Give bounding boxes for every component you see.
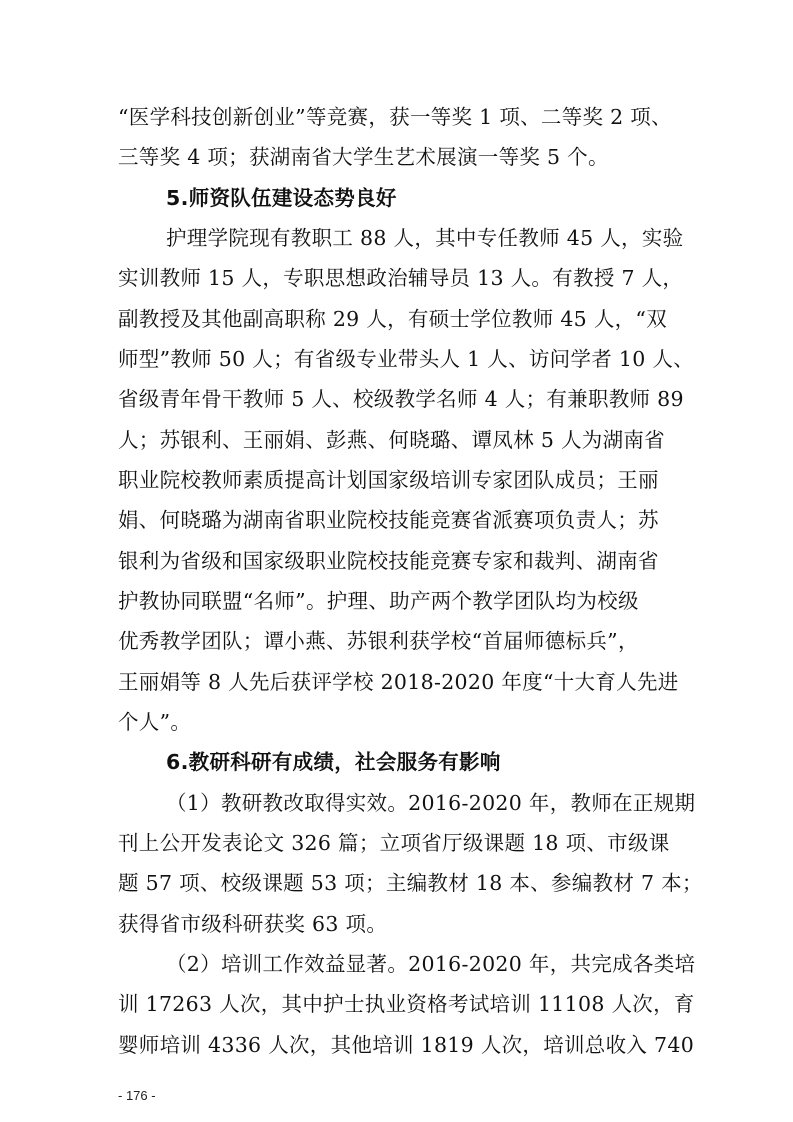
paragraph-line: 三等奖 4 项；获湖南省大学生艺术展演一等奖 5 个。 (118, 145, 609, 169)
page-number: - 176 - (118, 1088, 156, 1103)
paragraph-line: 护理学院现有教职工 88 人，其中专任教师 45 人，实验 (166, 226, 684, 250)
paragraph-line: 刊上公开发表论文 326 篇；立项省厅级课题 18 项、市级课 (118, 831, 670, 855)
paragraph-line: 个人”。 (118, 710, 192, 734)
paragraph-line: 省级青年骨干教师 5 人、校级教学名师 4 人；有兼职教师 89 (118, 387, 684, 411)
paragraph-line: 题 57 项、校级课题 53 项；主编教材 18 本、参编教材 7 本； (118, 871, 703, 895)
paragraph-line: 职业院校教师素质提高计划国家级培训专家团队成员；王丽 (118, 468, 659, 492)
paragraph-line: 婴师培训 4336 人次，其他培训 1819 人次，培训总收入 740 (118, 1033, 695, 1057)
paragraph-line: 人；苏银利、王丽娟、彭燕、何晓璐、谭凤林 5 人为湖南省 (118, 428, 665, 452)
paragraph-line: 娟、何晓璐为湖南省职业院校技能竞赛省派赛项负责人；苏 (118, 508, 659, 532)
paragraph-line: 王丽娟等 8 人先后获评学校 2018-2020 年度“十大育人先进 (118, 670, 679, 694)
paragraph-line: 获得省市级科研获奖 63 项。 (118, 912, 388, 936)
paragraph-line: 护教协同联盟“名师”。护理、助产两个教学团队均为校级 (118, 589, 639, 613)
paragraph-line: （2）培训工作效益显著。2016-2020 年，共完成各类培 (166, 952, 696, 976)
paragraph-line: 师型”教师 50 人；有省级专业带头人 1 人、访问学者 10 人、 (118, 347, 694, 371)
section-heading-6: 6.教研科研有成绩，社会服务有影响 (166, 750, 501, 774)
paragraph-line: 优秀教学团队；谭小燕、苏银利获学校“首届师德标兵”， (118, 629, 639, 653)
paragraph-line: 实训教师 15 人，专职思想政治辅导员 13 人。有教授 7 人， (118, 266, 684, 290)
paragraph-line: 银利为省级和国家级职业院校技能竞赛专家和裁判、湖南省 (118, 549, 659, 573)
paragraph-line: “医学科技创新创业”等竞赛，获一等奖 1 项、二等奖 2 项、 (118, 105, 672, 129)
paragraph-line: 副教授及其他副高职称 29 人，有硕士学位教师 45 人，“双 (118, 307, 668, 331)
section-heading-5: 5.师资队伍建设态势良好 (166, 186, 397, 210)
paragraph-line: 训 17263 人次，其中护士执业资格考试培训 11108 人次，育 (118, 992, 695, 1016)
paragraph-line: （1）教研教改取得实效。2016-2020 年，教师在正规期 (166, 791, 696, 815)
